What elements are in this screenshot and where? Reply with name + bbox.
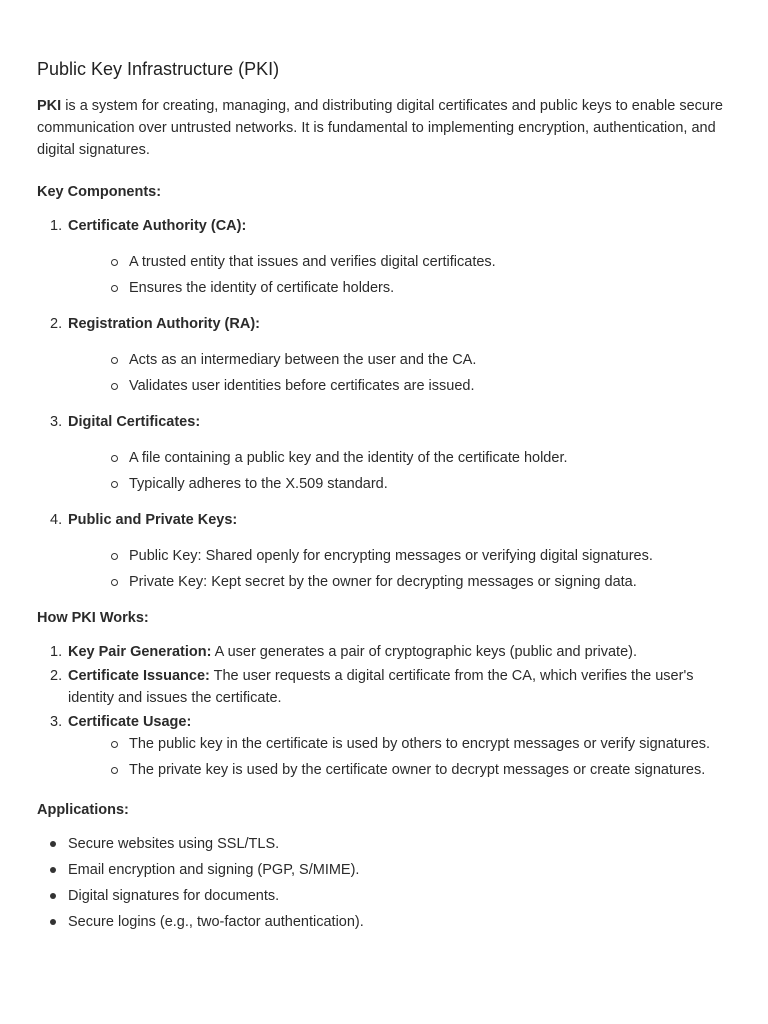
how-label: Certificate Issuance:: [68, 668, 210, 684]
applications-heading: Applications:: [37, 802, 129, 818]
list-item: Private Key: Kept secret by the owner for decrypting messages or signing data.: [68, 571, 731, 593]
list-item: A trusted entity that issues and verifies digital certificates.: [68, 251, 731, 273]
list-item: Secure websites using SSL/TLS.: [37, 833, 731, 855]
item-number: 4.: [50, 512, 63, 528]
components-list: [37, 215, 731, 593]
list-item: Digital signatures for documents.: [37, 885, 731, 907]
how-text: The user requests a digital certificate from the CA, which verifies the user's identity and issues the certificate.: [68, 668, 694, 706]
item-number: 2.: [50, 316, 63, 332]
component-sublist: [68, 251, 731, 299]
item-number: 3.: [50, 414, 63, 430]
intro-term: PKI: [37, 98, 62, 114]
item-number: 2.: [50, 668, 63, 684]
component-label: Public and Private Keys:: [68, 512, 238, 528]
list-item: Ensures the identity of certificate holders.: [68, 277, 731, 299]
list-item: Validates user identities before certificates are issued.: [68, 375, 731, 397]
list-item: Public Key: Shared openly for encrypting messages or verifying digital signatures.: [68, 545, 731, 567]
intro-paragraph: [37, 95, 731, 161]
applications-list: [37, 833, 731, 933]
how-item: [37, 641, 731, 663]
how-label: Key Pair Generation:: [68, 644, 212, 660]
list-item: The private key is used by the certificate owner to decrypt messages or create signatures.: [68, 759, 731, 781]
component-sublist: [68, 447, 731, 495]
list-item: Typically adheres to the X.509 standard.: [68, 473, 731, 495]
how-label: Certificate Usage:: [68, 714, 192, 730]
list-item: The public key in the certificate is used by others to encrypt messages or verify signatures.: [68, 733, 731, 755]
list-item: A file containing a public key and the identity of the certificate holder.: [68, 447, 731, 469]
how-text: A user generates a pair of cryptographic keys (public and private).: [211, 644, 637, 660]
component-item: [37, 509, 731, 593]
component-sublist: [68, 349, 731, 397]
how-item: [37, 665, 731, 709]
how-item: [37, 711, 731, 781]
component-sublist: [68, 545, 731, 593]
component-item: [37, 411, 731, 495]
component-item: [37, 313, 731, 397]
component-label: Digital Certificates:: [68, 414, 201, 430]
list-item: Secure logins (e.g., two-factor authentication).: [37, 911, 731, 933]
components-heading: Key Components:: [37, 184, 162, 200]
list-item: Email encryption and signing (PGP, S/MIME).: [37, 859, 731, 881]
item-number: 1.: [50, 218, 63, 234]
component-label: Certificate Authority (CA):: [68, 218, 247, 234]
page-title: Public Key Infrastructure (PKI): [37, 59, 280, 79]
component-item: [37, 215, 731, 299]
usage-sublist: [68, 733, 731, 781]
item-number: 1.: [50, 644, 63, 660]
how-list: [37, 641, 731, 781]
list-item: Acts as an intermediary between the user and the CA.: [68, 349, 731, 371]
item-number: 3.: [50, 714, 63, 730]
component-label: Registration Authority (RA):: [68, 316, 260, 332]
intro-text: is a system for creating, managing, and distributing digital certificates and public keys to enable secure communication over untrusted networks. It is fundamental to implementing encryption, authentication, and digital signatures.: [37, 98, 723, 158]
how-heading: How PKI Works:: [37, 610, 149, 626]
